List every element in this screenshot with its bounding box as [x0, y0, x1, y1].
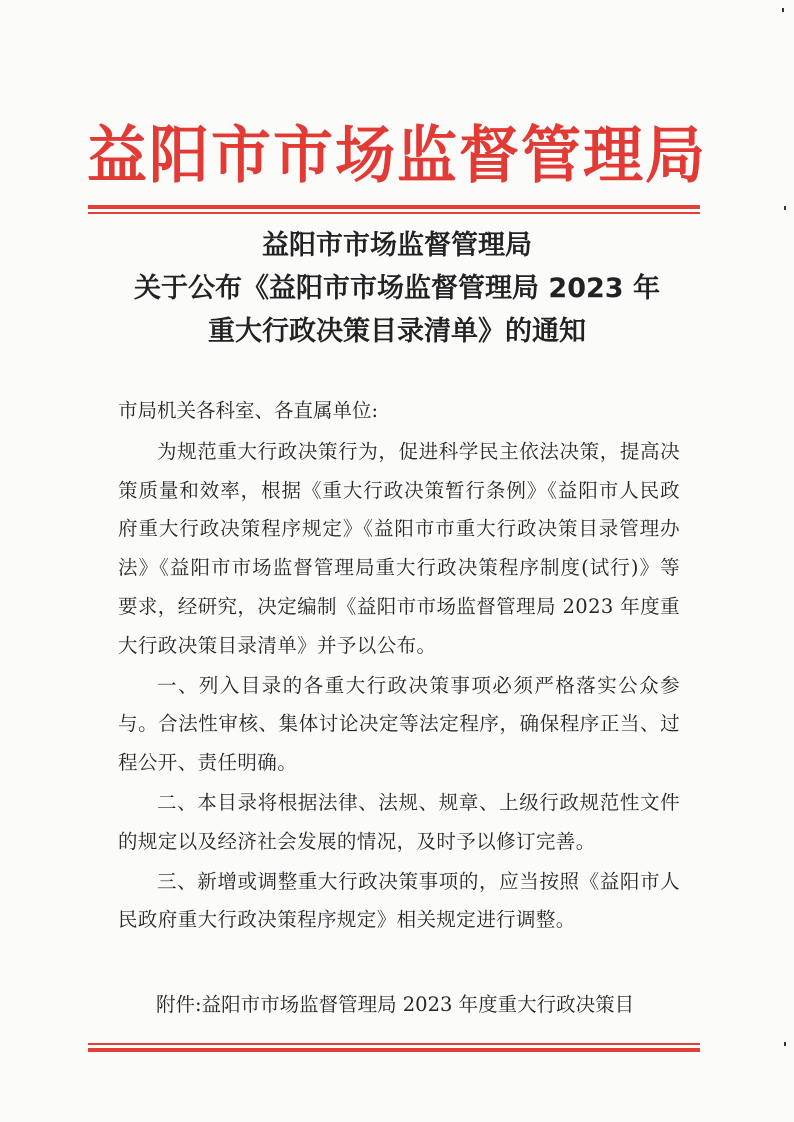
header-rule-thin [88, 212, 700, 214]
footer-rule-thin [88, 1043, 700, 1045]
footer-rule-thick [88, 1048, 700, 1052]
scan-mark [784, 206, 786, 210]
paragraph-item-1: 一、列入目录的各重大行政决策事项必须严格落实公众参与。合法性审核、集体讨论决定等法定程序，确保程序正当、过程公开、责任明确。 [118, 673, 680, 775]
title-line-3: 重大行政决策目录清单》的通知 [208, 316, 586, 347]
scan-mark [782, 8, 784, 12]
scan-mark [784, 1042, 786, 1046]
paragraph-intro: 为规范重大行政决策行为，促进科学民主依法决策，提高决策质量和效率，根据《重大行政决策暂行条例》《益阳市人民政府重大行政决策程序规定》《益阳市市重大行政决策目录管理办法》《益阳市市场监督管理局重大行政决策程序制度(试行)》等要求，经研究，决定编制《益阳市市场监督管理局 2023 年度重大行政决策目录清单》并予以公布。 [118, 439, 680, 657]
paragraph-item-3: 三、新增或调整重大行政决策事项的，应当按照《益阳市人民政府重大行政决策程序规定》相关规定进行调整。 [118, 869, 680, 932]
red-header-org-name: 益阳市市场监督管理局 [87, 119, 707, 193]
salutation: 市局机关各科室、各直属单位: [118, 399, 379, 422]
header-rule-thick [88, 205, 700, 209]
title-line-1: 益阳市市场监督管理局 [262, 230, 532, 261]
paragraph-item-2: 二、本目录将根据法律、法规、规章、上级行政规范性文件的规定以及经济社会发展的情况，及时予以修订完善。 [118, 790, 680, 853]
document-title [60, 224, 734, 353]
attachment-line: 附件:益阳市市场监督管理局 2023 年度重大行政决策目 [156, 993, 635, 1016]
document-body [118, 392, 680, 940]
title-line-2: 关于公布《益阳市市场监督管理局 2023 年 [134, 273, 660, 304]
